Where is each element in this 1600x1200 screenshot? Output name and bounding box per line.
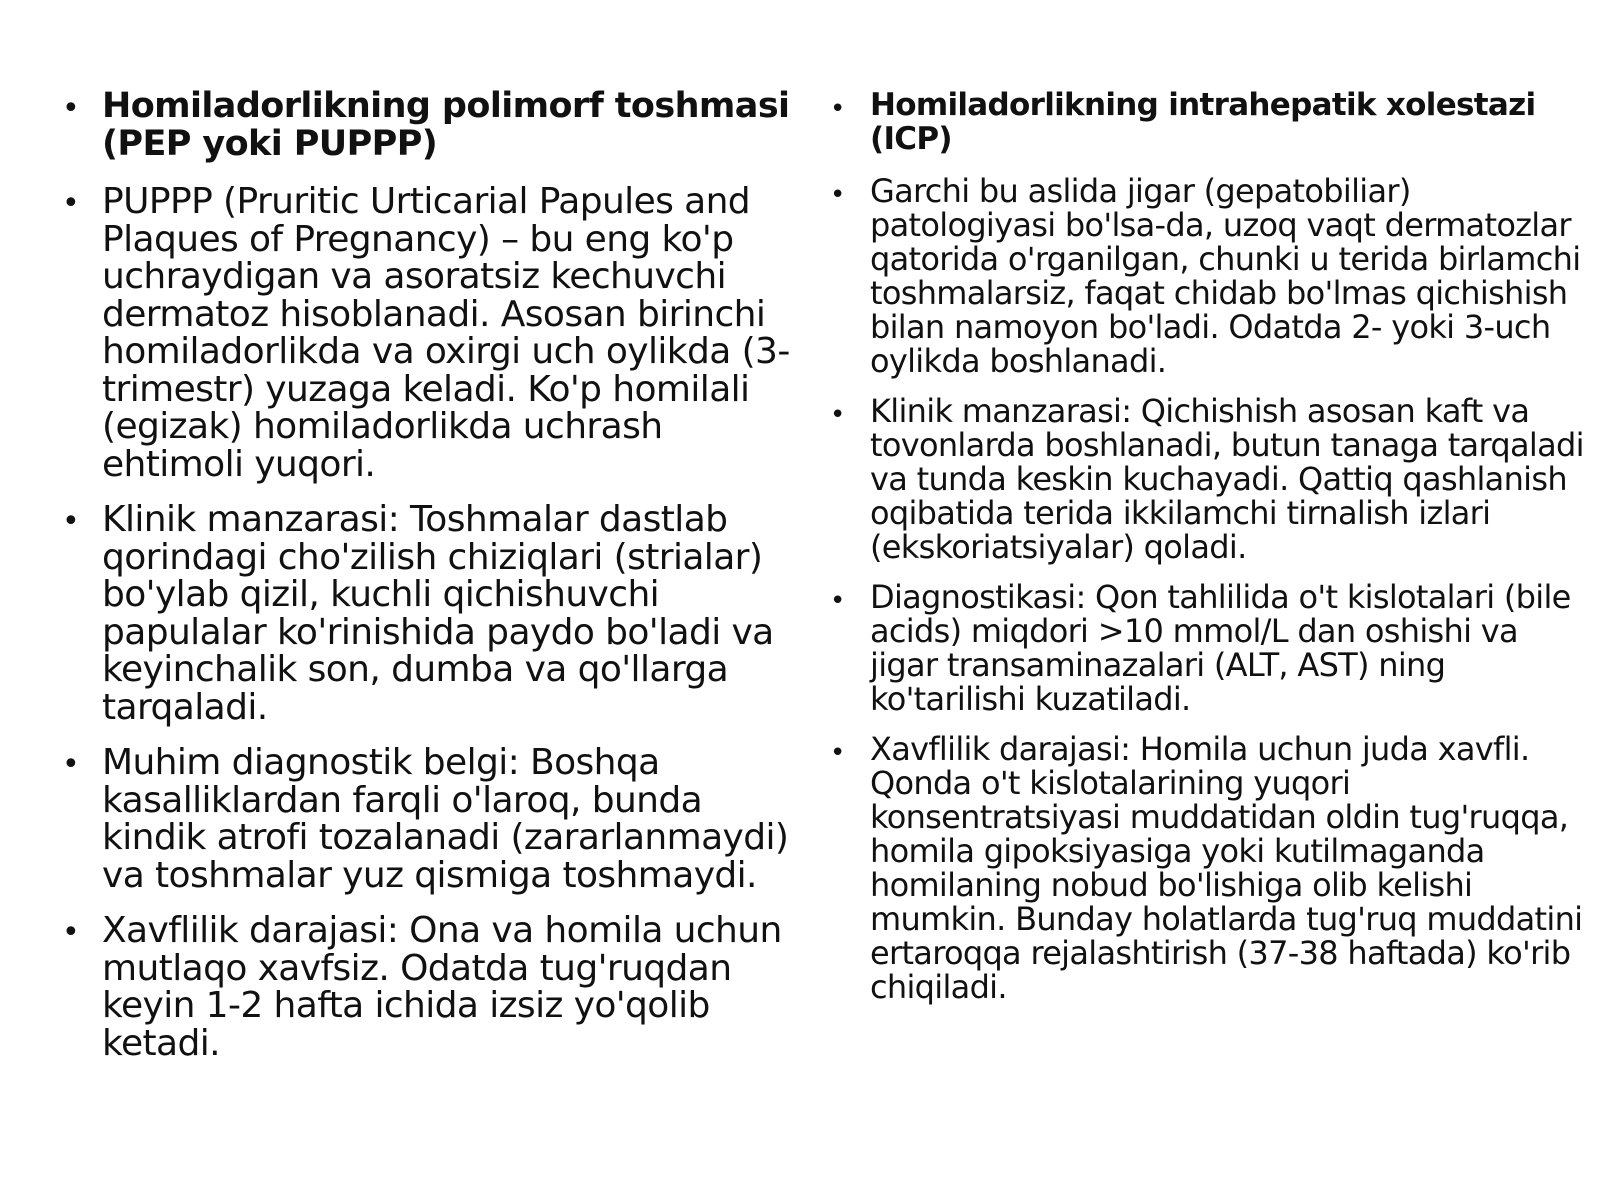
- right-definition-text: Garchi bu aslida jigar (gepatobiliar) patologiyasi bo'lsa-da, uzoq vaqt dermatozlar qatorida o'rganilgan, chunki u terida birlamchi toshmalarsiz, faqat chidab bo'lmas qichishish bilan namoyon bo'ladi. Odatda 2- yoki 3-uch oylikda boshlanadi.: [870, 172, 1581, 380]
- left-diagnostic-text: Muhim diagnostik belgi: Boshqa kasalliklardan farqli o'laroq, bunda kindik atrofi tozalanadi (zararlanmaydi) va toshmalar yuz qismiga toshmaydi.: [102, 742, 789, 896]
- left-clinical-text: Klinik manzarasi: Toshmalar dastlab qorindagi cho'zilish chiziqlari (strialar) bo'ylab qizil, kuchli qichishuvchi papulalar ko'rinishida paydo bo'ladi va keyinchalik son, dumba va qo'llarga tarqaladi.: [102, 499, 774, 728]
- bullet-icon: •: [62, 91, 80, 126]
- bullet-icon: •: [62, 915, 80, 950]
- left-column-list: [62, 88, 802, 1080]
- list-item: [830, 394, 1590, 564]
- bullet-icon: •: [62, 747, 80, 782]
- left-risk-text: Xavflilik darajasi: Ona va homila uchun mutlaqo xavfsiz. Odatda tug'ruqdan keyin 1-2 hafta ichida izsiz yo'qolib ketadi.: [102, 910, 782, 1064]
- bullet-icon: •: [830, 180, 845, 210]
- right-risk-text: Xavflilik darajasi: Homila uchun juda xavfli. Qonda o't kislotalarining yuqori konsentratsiyasi muddatidan oldin tug'ruqqa, homila gipoksiyasiga yoki kutilmaganda homilaning nobud bo'lishiga olib kelishi mumkin. Bunday holatlarda tug'ruq muddatini ertaroqqa rejalashtirish (37-38 haftada) ko'rib chiqiladi.: [870, 730, 1583, 1006]
- list-item: [830, 732, 1590, 1004]
- list-item: [62, 501, 802, 726]
- right-heading-item: [830, 88, 1590, 156]
- left-heading: Homiladorlikning polimorf toshmasi (PEP yoki PUPPP): [102, 86, 790, 164]
- list-item: [62, 744, 802, 894]
- right-column-list: [830, 88, 1590, 1020]
- left-definition-text: PUPPP (Pruritic Urticarial Papules and Plaques of Pregnancy) – bu eng ko'p uchraydigan va asoratsiz kechuvchi dermatoz hisoblanadi. Asosan birinchi homiladorlikda va oxirgi uch oylikda (3-trimestr) yuzaga keladi. Ko'p homilali (egizak) homiladorlikda uchrash ehtimoli yuqori.: [102, 181, 790, 485]
- bullet-icon: •: [830, 400, 845, 430]
- list-item: [62, 183, 802, 483]
- list-item: [830, 174, 1590, 378]
- bullet-icon: •: [830, 586, 845, 616]
- bullet-icon: •: [62, 504, 80, 539]
- list-item: [830, 580, 1590, 716]
- left-heading-item: [62, 88, 802, 163]
- right-clinical-text: Klinik manzarasi: Qichishish asosan kaft va tovonlarda boshlanadi, butun tanaga tarqaladi va tunda keskin kuchayadi. Qattiq qashlanish oqibatida terida ikkilamchi tirnalish izlari (ekskoriatsiyalar) qoladi.: [870, 392, 1584, 566]
- bullet-icon: •: [62, 186, 80, 221]
- bullet-icon: •: [830, 94, 845, 124]
- right-heading: Homiladorlikning intrahepatik xolestazi (ICP): [870, 87, 1536, 157]
- list-item: [62, 912, 802, 1062]
- bullet-icon: •: [830, 738, 845, 768]
- right-diagnostic-text: Diagnostikasi: Qon tahlilida o't kislotalari (bile acids) miqdori >10 mmol/L dan oshishi va jigar transaminazalari (ALT, AST) ning ko'tarilishi kuzatiladi.: [870, 578, 1571, 718]
